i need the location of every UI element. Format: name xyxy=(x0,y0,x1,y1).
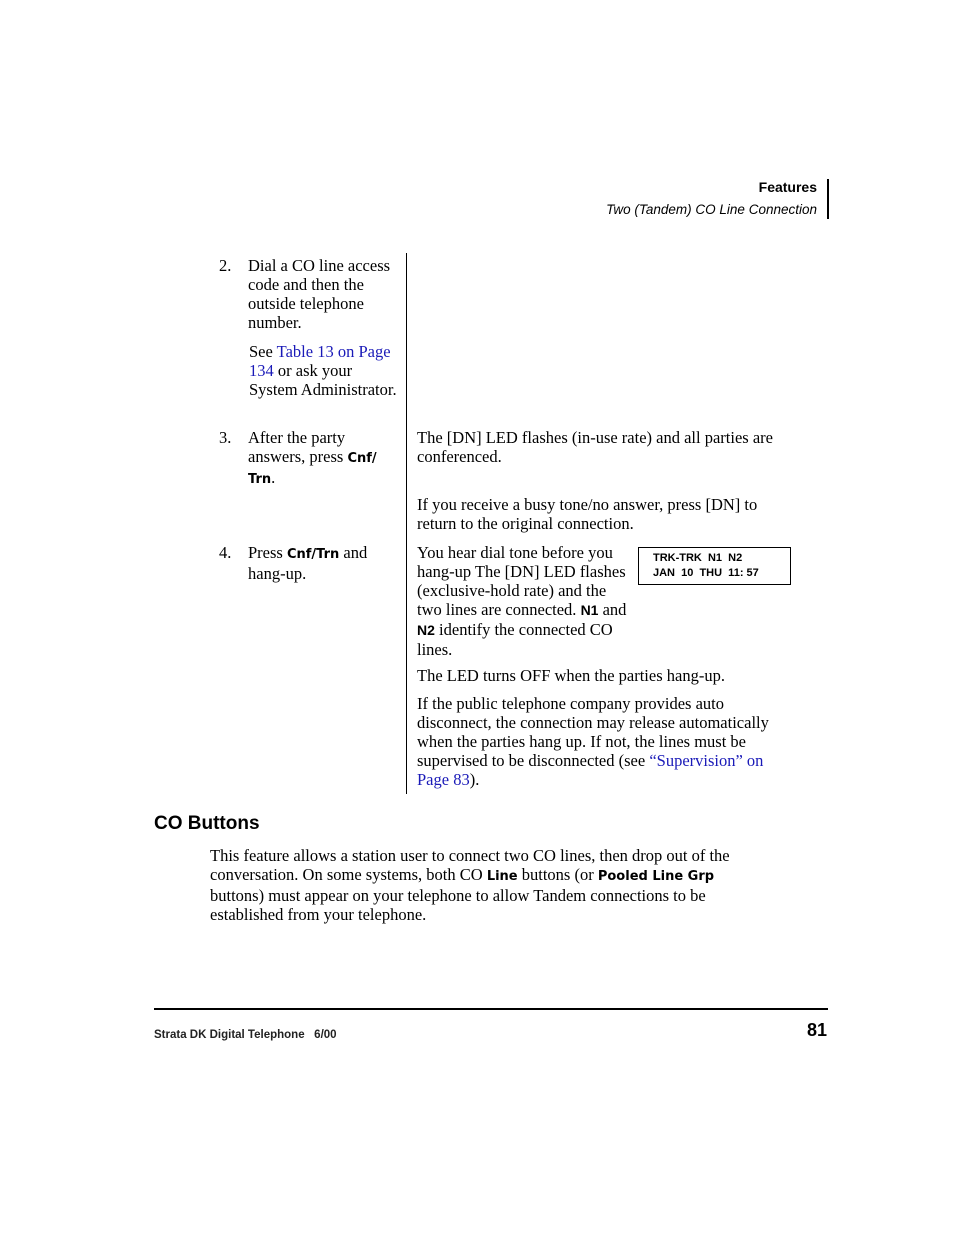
para-text-mid: buttons (or xyxy=(517,865,598,884)
step-number: 4. xyxy=(219,543,232,562)
section-title: CO Buttons xyxy=(154,813,260,834)
header-title: Features xyxy=(758,179,817,195)
step-4-result-1 xyxy=(417,543,627,659)
n1-label: N1 xyxy=(580,602,599,618)
step-text-after: and hang-up. xyxy=(248,543,368,583)
pooled-line-grp-key: Pooled Line Grp xyxy=(597,869,715,884)
para-text: This feature allows a station user to connect two CO lines, then drop out of the conversation. On some systems, both CO xyxy=(210,846,730,884)
supervision-link[interactable]: “Supervision” on Page 83 xyxy=(417,751,764,789)
column-divider xyxy=(406,253,407,794)
footer-title: Strata DK Digital Telephone 6/00 xyxy=(154,1029,337,1041)
step-text xyxy=(248,543,398,583)
step-text-before: Press xyxy=(248,543,287,562)
n2-label: N2 xyxy=(417,622,435,638)
result-text: If the public telephone company provides auto disconnect, the connection may release automatically when the parties hang up. If not, the lines must be supervised to be disconnected (see xyxy=(417,694,769,770)
step-3-result-2: If you receive a busy tone/no answer, press [DN] to return to the original connection. xyxy=(417,495,758,533)
result-text-end: identify the connected CO lines. xyxy=(417,620,613,659)
cnf-trn-key: Cnf/ Trn xyxy=(248,451,377,487)
note-suffix: or ask your System Administrator. xyxy=(249,361,397,399)
step-number: 3. xyxy=(219,428,232,447)
step-4-result-3 xyxy=(417,694,787,789)
cnf-trn-key: Cnf/Trn xyxy=(286,547,340,562)
step-text-after: . xyxy=(271,468,276,487)
step-4-result-2: The LED turns OFF when the parties hang-up. xyxy=(417,666,725,685)
step-text: Dial a CO line access code and then the outside telephone number. xyxy=(248,256,391,332)
page-number: 81 xyxy=(806,1020,827,1040)
step-number: 2. xyxy=(219,256,232,275)
lcd-display xyxy=(638,547,791,585)
result-text-end: ). xyxy=(469,770,480,789)
step-3-result-1: The [DN] LED flashes (in-use rate) and all parties are conferenced. xyxy=(417,428,773,466)
note-prefix: See xyxy=(249,342,277,361)
result-text: You hear dial tone before you hang-up The [DN] LED flashes (exclusive-hold rate) and the two lines are connected. xyxy=(417,543,626,619)
step-text-before: After the party answers, press xyxy=(248,428,348,466)
para-text-end: buttons) must appear on your telephone to allow Tandem connections to be established from your telephone. xyxy=(210,886,706,924)
table-13-link[interactable]: Table 13 on Page 134 xyxy=(249,342,391,380)
lcd-line-2: JAN 10 THU 11: 57 xyxy=(653,567,759,579)
footer-rule xyxy=(154,1008,828,1010)
result-and: and xyxy=(598,600,627,619)
section-paragraph xyxy=(210,846,770,924)
header-subtitle: Two (Tandem) CO Line Connection xyxy=(606,202,817,217)
step-2-note xyxy=(249,342,404,399)
step-text xyxy=(248,428,398,489)
lcd-line-1: TRK-TRK N1 N2 xyxy=(653,552,743,564)
line-key: Line xyxy=(486,869,518,884)
header-rule xyxy=(827,179,829,219)
